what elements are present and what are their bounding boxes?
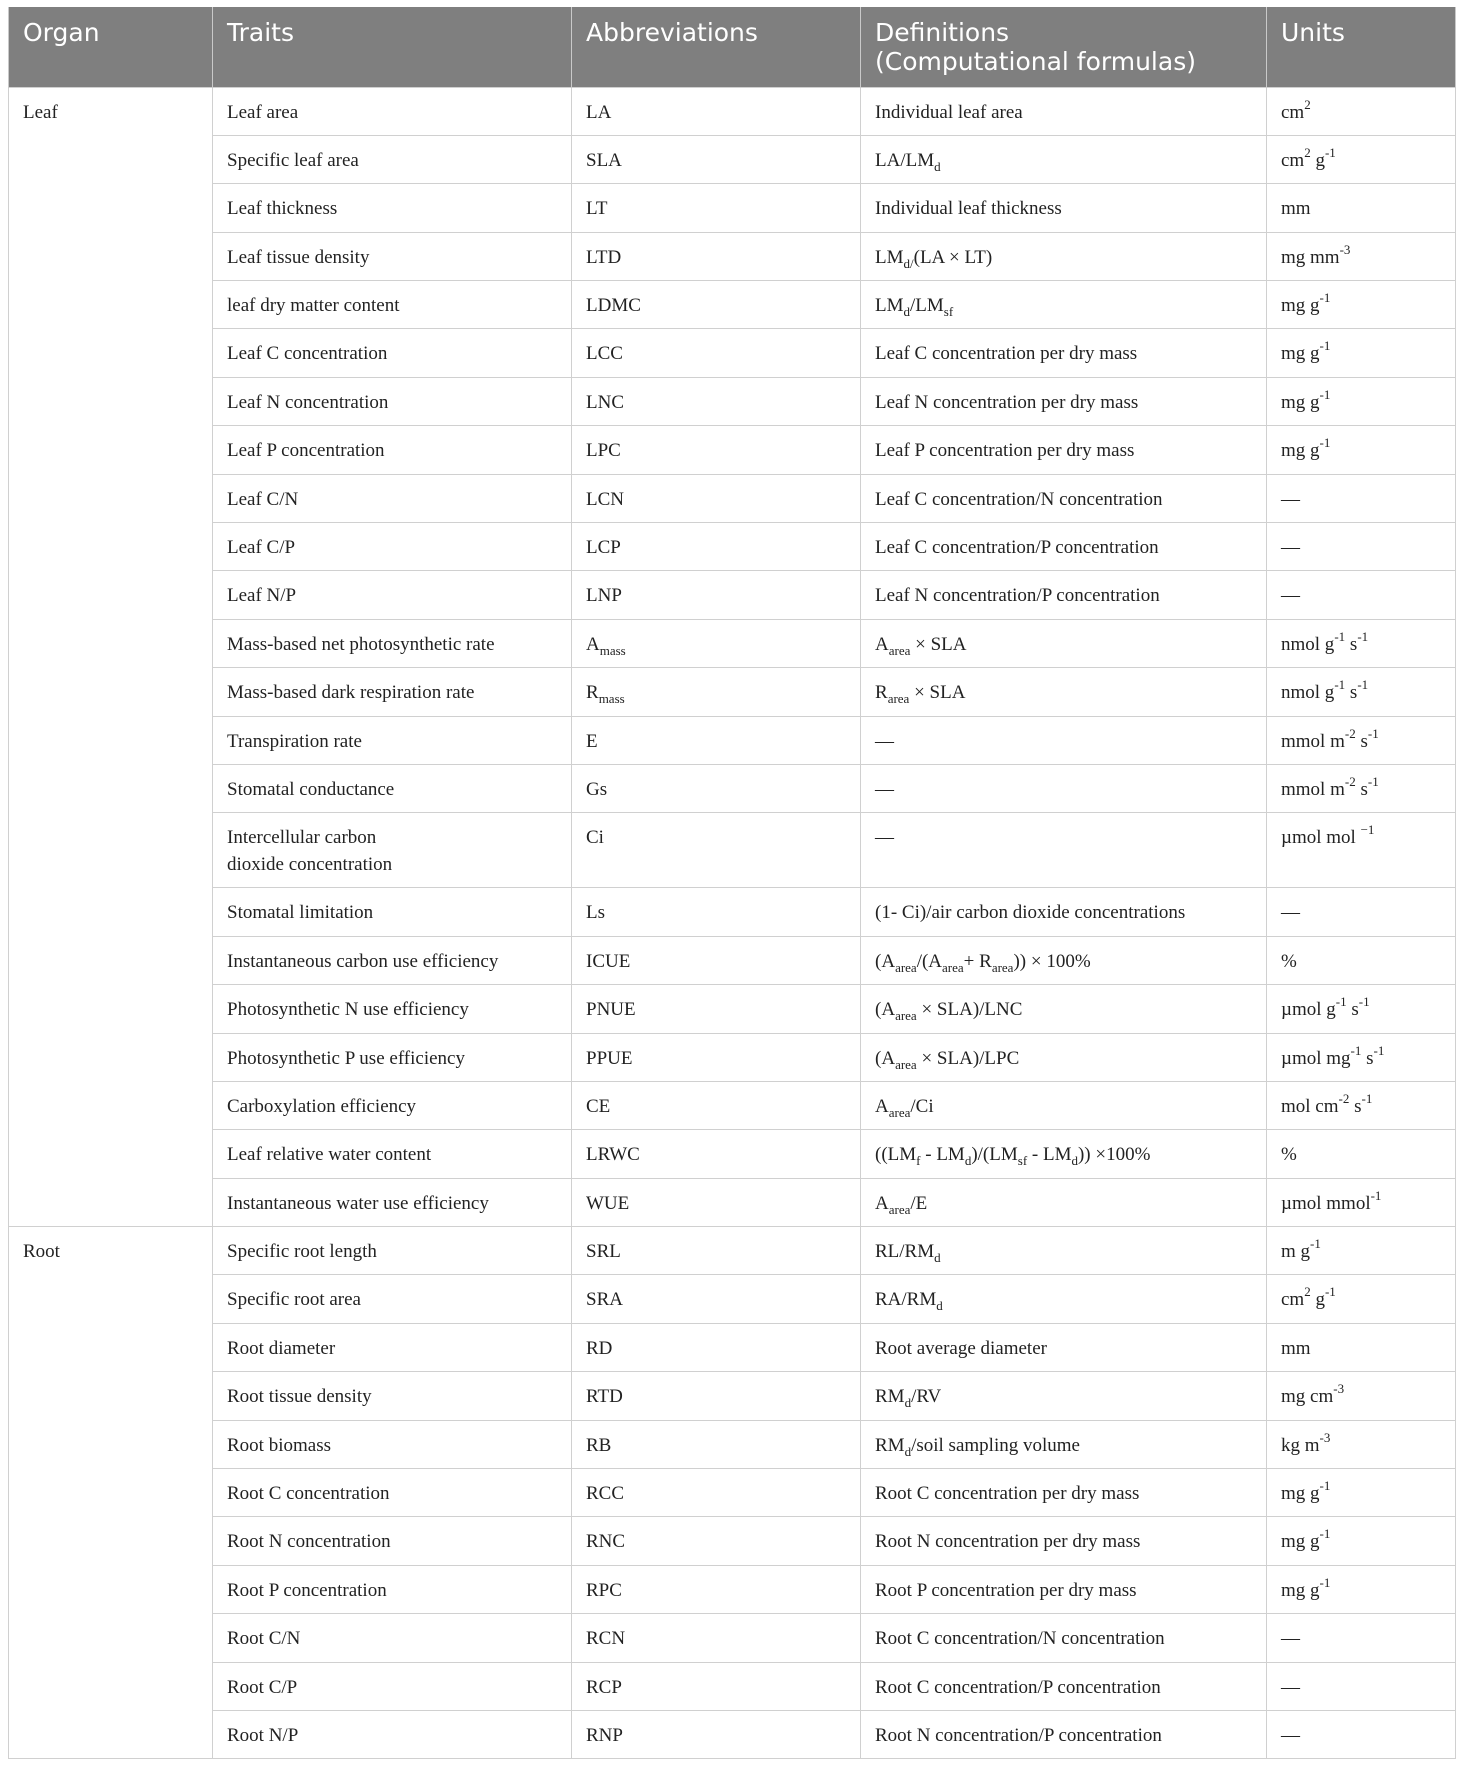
unit-cell: mm [1267,184,1456,232]
trait-cell: Root P concentration [213,1565,572,1613]
trait-cell: Leaf P concentration [213,426,572,474]
organ-cell: Root [9,1227,213,1759]
trait-cell: Instantaneous carbon use efficiency [213,936,572,984]
table-row [9,888,1456,936]
table-row [9,1469,1456,1517]
definition-cell: $LM_{d/}(LA \times LT)$ [861,232,1267,280]
abbreviation-cell: Gs [572,764,861,812]
table-row [9,1372,1456,1420]
abbreviation-cell: RNC [572,1517,861,1565]
unit-cell: — [1267,571,1456,619]
table-row [9,1275,1456,1323]
table-row [9,184,1456,232]
table-row [9,1565,1456,1613]
unit-cell: nmol $g^{-1}$ $s^{-1}$ [1267,668,1456,716]
organ-cell: Leaf [9,87,213,1227]
trait-cell: Leaf N/P [213,571,572,619]
unit-cell: mg $g^{-1}$ [1267,281,1456,329]
header-units: Units [1267,7,1456,87]
trait-cell: Photosynthetic N use efficiency [213,985,572,1033]
definition-cell: $A_{area}/E$ [861,1178,1267,1226]
trait-cell: Root biomass [213,1420,572,1468]
definition-cell: Leaf C concentration/P concentration [861,523,1267,571]
unit-cell: — [1267,1614,1456,1662]
unit-cell: µmol mmol$^{-1}$ [1267,1178,1456,1226]
abbreviation-cell: LRWC [572,1130,861,1178]
abbreviation-cell: PNUE [572,985,861,1033]
abbreviation-cell: LNP [572,571,861,619]
table-row [9,232,1456,280]
trait-cell: Root diameter [213,1323,572,1371]
trait-cell: Stomatal conductance [213,764,572,812]
abbreviation-cell: RD [572,1323,861,1371]
unit-cell: % [1267,936,1456,984]
unit-cell: mg $g^{-1}$ [1267,329,1456,377]
trait-cell: Stomatal limitation [213,888,572,936]
unit-cell: mg $g^{-1}$ [1267,377,1456,425]
unit-cell: $cm^2$ [1267,87,1456,135]
abbreviation-cell: $A_{mass}$ [572,619,861,667]
abbreviation-cell: LCC [572,329,861,377]
definition-cell: Leaf C concentration per dry mass [861,329,1267,377]
definition-cell: Root C concentration per dry mass [861,1469,1267,1517]
trait-cell: leaf dry matter content [213,281,572,329]
abbreviation-cell: LTD [572,232,861,280]
trait-cell: Specific root length [213,1227,572,1275]
table-row [9,1178,1456,1226]
table-row [9,571,1456,619]
abbreviation-cell: ICUE [572,936,861,984]
abbreviation-cell: LCN [572,474,861,522]
unit-cell: $cm^2$ $g^{-1}$ [1267,135,1456,183]
table-header [9,7,1456,87]
definition-cell: Root N concentration per dry mass [861,1517,1267,1565]
unit-cell: mg $g^{-1}$ [1267,1469,1456,1517]
definition-cell: $RM_d/RV$ [861,1372,1267,1420]
definition-cell: $(A_{area} \times SLA)/LNC$ [861,985,1267,1033]
definition-cell: — [861,813,1267,888]
definition-cell: Individual leaf thickness [861,184,1267,232]
definition-cell: Root average diameter [861,1323,1267,1371]
abbreviation-cell: CE [572,1081,861,1129]
trait-cell: Leaf N concentration [213,377,572,425]
table-body [9,87,1456,1759]
trait-cell: Leaf area [213,87,572,135]
table-row [9,619,1456,667]
definition-cell: — [861,716,1267,764]
table-row [9,1711,1456,1759]
unit-cell: µmol $mg^{-1}$ $s^{-1}$ [1267,1033,1456,1081]
table-row [9,1323,1456,1371]
trait-cell: Root N/P [213,1711,572,1759]
table-row [9,764,1456,812]
unit-cell: — [1267,1711,1456,1759]
definition-cell: $RA/RM_d$ [861,1275,1267,1323]
traits-table [8,7,1456,1759]
unit-cell: $cm^2$ $g^{-1}$ [1267,1275,1456,1323]
table-row [9,426,1456,474]
table-row [9,1420,1456,1468]
trait-cell: Root C/N [213,1614,572,1662]
table-row [9,281,1456,329]
definition-cell: Leaf P concentration per dry mass [861,426,1267,474]
definition-cell: $A_{area}/Ci$ [861,1081,1267,1129]
abbreviation-cell: LCP [572,523,861,571]
trait-cell: Intercellular carbon dioxide concentration [213,813,572,888]
abbreviation-cell: SRL [572,1227,861,1275]
unit-cell: — [1267,474,1456,522]
trait-cell: Leaf thickness [213,184,572,232]
trait-cell: Leaf relative water content [213,1130,572,1178]
abbreviation-cell: LNC [572,377,861,425]
definition-cell: Leaf C concentration/N concentration [861,474,1267,522]
definition-cell: $LA/LM_d$ [861,135,1267,183]
unit-cell: mmol $m^{-2}$ $s^{-1}$ [1267,764,1456,812]
trait-cell: Photosynthetic P use efficiency [213,1033,572,1081]
definition-cell: Root P concentration per dry mass [861,1565,1267,1613]
unit-cell: µmol $g^{-1}$ $s^{-1}$ [1267,985,1456,1033]
abbreviation-cell: WUE [572,1178,861,1226]
header-definitions: Definitions (Computational formulas) [861,7,1267,87]
trait-cell: Mass-based net photosynthetic rate [213,619,572,667]
abbreviation-cell: LDMC [572,281,861,329]
unit-cell: nmol $g^{-1}$ $s^{-1}$ [1267,619,1456,667]
unit-cell: mg $cm^{-3}$ [1267,1372,1456,1420]
table-row [9,716,1456,764]
table-row [9,985,1456,1033]
unit-cell: mg $g^{-1}$ [1267,1565,1456,1613]
table-row [9,1130,1456,1178]
unit-cell: m $g^{-1}$ [1267,1227,1456,1275]
header-traits: Traits [213,7,572,87]
header-organ: Organ [9,7,213,87]
abbreviation-cell: Ls [572,888,861,936]
trait-cell: Transpiration rate [213,716,572,764]
abbreviation-cell: LPC [572,426,861,474]
definition-cell: Root C concentration/N concentration [861,1614,1267,1662]
unit-cell: — [1267,1662,1456,1710]
definition-cell: Root C concentration/P concentration [861,1662,1267,1710]
definition-cell: Leaf N concentration per dry mass [861,377,1267,425]
unit-cell: kg $m^{-3}$ [1267,1420,1456,1468]
header-row [9,7,1456,87]
abbreviation-cell: $R_{mass}$ [572,668,861,716]
trait-cell: Mass-based dark respiration rate [213,668,572,716]
trait-cell: Root C concentration [213,1469,572,1517]
table-row [9,523,1456,571]
unit-cell: — [1267,888,1456,936]
abbreviation-cell: RCN [572,1614,861,1662]
abbreviation-cell: PPUE [572,1033,861,1081]
table-row [9,474,1456,522]
trait-cell: Leaf C/P [213,523,572,571]
definition-cell: $LM_d/LM_{sf}$ [861,281,1267,329]
abbreviation-cell: RNP [572,1711,861,1759]
trait-cell: Specific root area [213,1275,572,1323]
abbreviation-cell: LA [572,87,861,135]
trait-cell: Leaf C concentration [213,329,572,377]
trait-cell: Specific leaf area [213,135,572,183]
definition-cell: $((LM_f - LM_d)/(LM_{sf} - LM_d)) \times 100\%$ [861,1130,1267,1178]
table-row [9,1033,1456,1081]
abbreviation-cell: RTD [572,1372,861,1420]
trait-cell: Leaf C/N [213,474,572,522]
unit-cell: µmol mol $^{-1}$ [1267,813,1456,888]
table-row [9,813,1456,888]
unit-cell: mg $g^{-1}$ [1267,1517,1456,1565]
unit-cell: % [1267,1130,1456,1178]
unit-cell: mm [1267,1323,1456,1371]
definition-cell: $(A_{area} \times SLA)/LPC$ [861,1033,1267,1081]
table-row [9,1614,1456,1662]
definition-cell: $RM_d$/soil sampling volume [861,1420,1267,1468]
abbreviation-cell: Ci [572,813,861,888]
abbreviation-cell: RB [572,1420,861,1468]
trait-cell: Root tissue density [213,1372,572,1420]
trait-cell: Root N concentration [213,1517,572,1565]
definition-cell: $RL/RM_d$ [861,1227,1267,1275]
table-row [9,377,1456,425]
definition-cell: $(A_{area}/(A_{area}+ R_{area})) \times 100\%$ [861,936,1267,984]
trait-cell: Carboxylation efficiency [213,1081,572,1129]
abbreviation-cell: RCP [572,1662,861,1710]
trait-cell: Leaf tissue density [213,232,572,280]
unit-cell: mmol $m^{-2}$ $s^{-1}$ [1267,716,1456,764]
table-row [9,668,1456,716]
abbreviation-cell: SLA [572,135,861,183]
definition-cell: $R_{area}$ × SLA [861,668,1267,716]
abbreviation-cell: RPC [572,1565,861,1613]
unit-cell: mol $cm^{-2}$ $s^{-1}$ [1267,1081,1456,1129]
unit-cell: mg $g^{-1}$ [1267,426,1456,474]
abbreviation-cell: E [572,716,861,764]
definition-cell: Root N concentration/P concentration [861,1711,1267,1759]
table-row [9,1517,1456,1565]
abbreviation-cell: LT [572,184,861,232]
table-row [9,1227,1456,1275]
table-row [9,135,1456,183]
table-row [9,87,1456,135]
table-row [9,1081,1456,1129]
definition-cell: — [861,764,1267,812]
definition-cell: Individual leaf area [861,87,1267,135]
table-row [9,936,1456,984]
definition-cell: Leaf N concentration/P concentration [861,571,1267,619]
table-row [9,1662,1456,1710]
abbreviation-cell: SRA [572,1275,861,1323]
abbreviation-cell: RCC [572,1469,861,1517]
table-row [9,329,1456,377]
header-abbreviations: Abbreviations [572,7,861,87]
definition-cell: (1- Ci)/air carbon dioxide concentrations [861,888,1267,936]
unit-cell: — [1267,523,1456,571]
unit-cell: mg $mm^{-3}$ [1267,232,1456,280]
trait-cell: Instantaneous water use efficiency [213,1178,572,1226]
trait-cell: Root C/P [213,1662,572,1710]
definition-cell: $A_{area}$ × SLA [861,619,1267,667]
